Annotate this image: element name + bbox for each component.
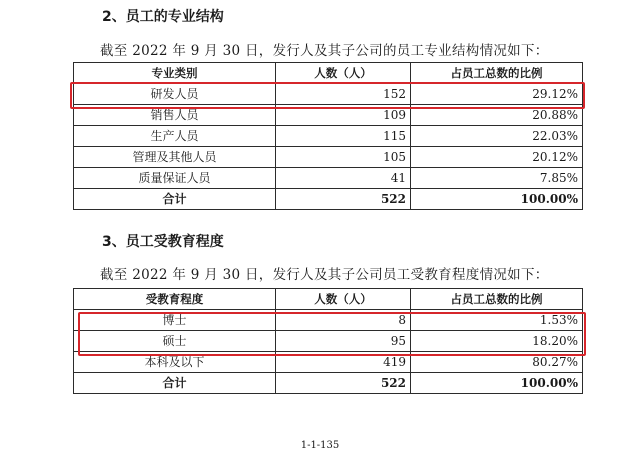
cell-count: 8 bbox=[276, 310, 411, 331]
header-category: 专业类别 bbox=[74, 63, 276, 84]
header-education: 受教育程度 bbox=[74, 289, 276, 310]
cell-count: 95 bbox=[276, 331, 411, 352]
table-row bbox=[74, 126, 583, 147]
header-ratio: 占员工总数的比例 bbox=[411, 289, 583, 310]
cell-category: 销售人员 bbox=[74, 105, 276, 126]
cell-category: 研发人员 bbox=[74, 84, 276, 105]
table-header-row bbox=[74, 289, 583, 310]
cell-category: 管理及其他人员 bbox=[74, 147, 276, 168]
cell-total-label: 合计 bbox=[74, 373, 276, 394]
table-header-row bbox=[74, 63, 583, 84]
table-total-row bbox=[74, 189, 583, 210]
cell-ratio: 80.27% bbox=[411, 352, 583, 373]
page-number: 1-1-135 bbox=[300, 440, 340, 451]
header-count: 人数（人） bbox=[276, 289, 411, 310]
table-row bbox=[74, 105, 583, 126]
cell-education: 本科及以下 bbox=[74, 352, 276, 373]
table-row bbox=[74, 310, 583, 331]
cell-count: 105 bbox=[276, 147, 411, 168]
cell-category: 质量保证人员 bbox=[74, 168, 276, 189]
cell-ratio: 20.88% bbox=[411, 105, 583, 126]
cell-education: 硕士 bbox=[74, 331, 276, 352]
cell-total-label: 合计 bbox=[74, 189, 276, 210]
section-heading-professional-structure: 2、员工的专业结构 bbox=[102, 9, 224, 25]
cell-category: 生产人员 bbox=[74, 126, 276, 147]
table-row bbox=[74, 352, 583, 373]
professional-structure-table bbox=[73, 62, 583, 210]
table-row bbox=[74, 331, 583, 352]
cell-count: 419 bbox=[276, 352, 411, 373]
cell-total-ratio: 100.00% bbox=[411, 373, 583, 394]
section-heading-education: 3、员工受教育程度 bbox=[102, 234, 224, 250]
table-row bbox=[74, 147, 583, 168]
cell-ratio: 1.53% bbox=[411, 310, 583, 331]
intro-education: 截至 2022 年 9 月 30 日，发行人及其子公司员工受教育程度情况如下： bbox=[100, 267, 549, 283]
cell-count: 109 bbox=[276, 105, 411, 126]
table-row bbox=[74, 84, 583, 105]
cell-total-ratio: 100.00% bbox=[411, 189, 583, 210]
cell-total-count: 522 bbox=[276, 189, 411, 210]
intro-professional-structure: 截至 2022 年 9 月 30 日，发行人及其子公司的员工专业结构情况如下： bbox=[100, 43, 549, 59]
cell-ratio: 22.03% bbox=[411, 126, 583, 147]
cell-education: 博士 bbox=[74, 310, 276, 331]
header-ratio: 占员工总数的比例 bbox=[411, 63, 583, 84]
cell-count: 152 bbox=[276, 84, 411, 105]
cell-count: 41 bbox=[276, 168, 411, 189]
cell-ratio: 20.12% bbox=[411, 147, 583, 168]
table-total-row bbox=[74, 373, 583, 394]
cell-count: 115 bbox=[276, 126, 411, 147]
cell-total-count: 522 bbox=[276, 373, 411, 394]
table-row bbox=[74, 168, 583, 189]
cell-ratio: 29.12% bbox=[411, 84, 583, 105]
header-count: 人数（人） bbox=[276, 63, 411, 84]
education-table bbox=[73, 288, 583, 394]
cell-ratio: 7.85% bbox=[411, 168, 583, 189]
cell-ratio: 18.20% bbox=[411, 331, 583, 352]
